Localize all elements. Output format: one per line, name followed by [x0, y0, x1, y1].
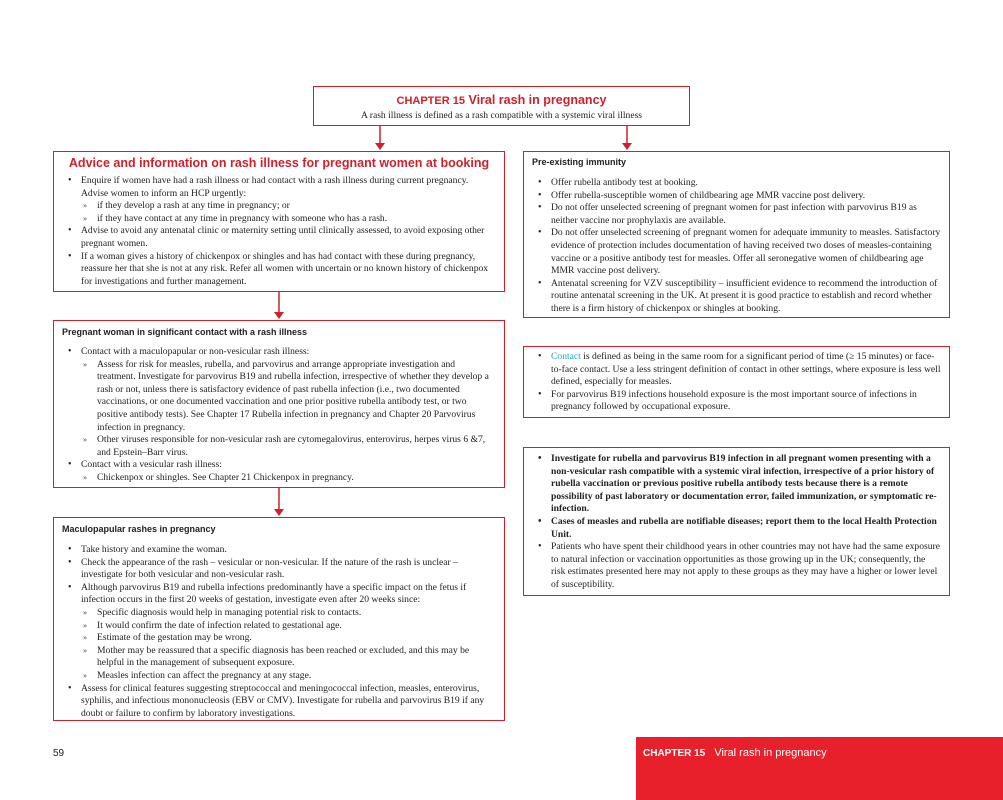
immunity-item: • Offer rubella antibody test at booking.	[551, 177, 941, 190]
maculopapular-subitem: » Mother may be reassured that a specific diagnosis has been reached or excluded, and this may be helpful in the management of subsequent exposure.	[97, 645, 496, 670]
contact-item	[81, 346, 496, 459]
chapter-title: Viral rash in pregnancy	[468, 93, 607, 107]
arrow-advice-to-contact	[273, 292, 285, 320]
arrow-title-to-advice	[374, 126, 386, 151]
investigation-item: • Investigate for rubella and parvovirus B19 infection in all pregnant women presenting with a non-vesicular rash compatible with a systemic viral infection, irrespective of a prior history of rubella vaccination or previous positive rubella antibody tests because there is a remote possibility of past laboratory or documentation error, failed immunization, or symptomatic re-infection.	[551, 453, 941, 516]
immunity-item: • Antenatal screening for VZV susceptibility – insufficient evidence to recommend the introduction of routine antenatal screening in the UK. At present it is good practice to establish and record whether there is a firm history of chickenpox or shingles at booking.	[551, 278, 941, 316]
footer-chapter	[643, 747, 1003, 759]
immunity-item: • Do not offer unselected screening of pregnant women for adequate immunity to measles. Satisfactory evidence of protection includes documentation of having received two doses of measles-containing vaccine or a positive antibody test for measles. Offer all seronegative women of childbearing age MMR vaccine post delivery.	[551, 227, 941, 277]
maculopapular-item-text: Although parvovirus B19 and rubella infections predominantly have a specific impact on the fetus if infection occurs in the first 20 weeks of gestation, investigate even after 20 weeks since:	[81, 581, 467, 606]
advice-item: • Advise to avoid any antenatal clinic or maternity setting until clinically assessed, to avoid exposing other pregnant women.	[81, 225, 496, 250]
maculopapular-subitem: » Estimate of the gestation may be wrong.	[97, 632, 496, 645]
chapter-label: CHAPTER 15	[396, 95, 465, 107]
maculopapular-item: • Take history and examine the woman.	[81, 544, 496, 557]
contact-item-text: Contact with a maculopapular or non-vesicular rash illness:	[81, 346, 310, 357]
contact-definition-text: is defined as being in the same room for a significant period of time (≥ 15 minutes) or face-to-face contact. Use a less stringent definition of contact in other settings, where exposure is less well defined, especially for measles.	[551, 351, 941, 388]
chapter-heading	[314, 93, 689, 107]
contact-term: Contact	[551, 351, 581, 362]
page-number: 59	[53, 748, 65, 759]
rash-definition: A rash illness is defined as a rash compatible with a systemic viral illness	[360, 110, 643, 121]
maculopapular-item: • Check the appearance of the rash – vesicular or non-vesicular. If the nature of the rash is unclear – investigate for both vesicular and non-vesicular rash.	[81, 557, 496, 582]
arrow-title-to-immunity	[621, 126, 633, 151]
contact-item	[81, 459, 496, 484]
immunity-title: Pre-existing immunity	[532, 157, 627, 167]
footer-chapter-band	[636, 737, 1003, 800]
contact-item-text: Contact with a vesicular rash illness:	[81, 459, 222, 471]
advice-subitem: » if they have contact at any time in pregnancy with someone who has a rash.	[97, 213, 496, 226]
definition-item: • For parvovirus B19 infections household exposure is the most important source of infections in pregnancy followed by occupational exposure.	[551, 389, 941, 414]
investigation-item: • Patients who have spent their childhood years in other countries may not have had the same exposure to natural infection or vaccination opportunities as those growing up in the UK; consequently, the risk estimates presented here may not apply to these groups as they may have a higher or lower level of susceptibility.	[551, 541, 941, 591]
maculopapular-box	[53, 517, 505, 721]
immunity-item: • Do not offer unselected screening of pregnant women for past infection with parvovirus B19 as neither vaccine nor prophylaxis are available.	[551, 202, 941, 227]
advice-item	[81, 175, 496, 225]
chapter-title-box	[313, 86, 690, 126]
investigation-box	[523, 447, 950, 596]
maculopapular-subitem: » It would confirm the date of infection related to gestational age.	[97, 620, 496, 633]
maculopapular-subitem: » Specific diagnosis would help in managing potential risk to contacts.	[97, 607, 496, 620]
maculopapular-subitem: » Measles infection can affect the pregnancy at any stage.	[97, 670, 496, 683]
footer-chapter-title: Viral rash in pregnancy	[714, 747, 827, 759]
advice-item-text: Enquire if women have had a rash illness or had contact with a rash illness during current pregnancy. Advise women to inform an HCP urgently:	[81, 175, 469, 199]
immunity-item: • Offer rubella-susceptible women of childbearing age MMR vaccine post delivery.	[551, 190, 941, 203]
pre-existing-immunity-box	[523, 151, 950, 318]
significant-contact-box	[53, 320, 505, 488]
footer-chapter-label: CHAPTER 15	[643, 748, 706, 759]
advice-item: • If a woman gives a history of chickenpox or shingles and has had contact with these during pregnancy, reassure her that she is not at any risk. Refer all women with uncertain or no known history of chickenpox for investigations and further management.	[81, 251, 496, 289]
maculopapular-item: • Assess for clinical features suggesting streptococcal and meningococcal infection, measles, enterovirus, syphilis, and infectious mononucleosis (EBV or CMV). Investigate for rubella and parvovirus B19 if any doubt or failure to confirm by laboratory investigations.	[81, 683, 496, 721]
maculopapular-item	[81, 582, 496, 683]
definition-item	[551, 351, 941, 389]
contact-subitem: » Chickenpox or shingles. See Chapter 21 Chickenpox in pregnancy.	[97, 472, 496, 485]
arrow-contact-to-maculopapular	[273, 488, 285, 517]
contact-title: Pregnant woman in significant contact with a rash illness	[62, 327, 308, 337]
contact-subitem: » Assess for risk for measles, rubella, and parvovirus and arrange appropriate investigation and treatment. Investigate for parvovirus B19 and rubella infection, irrespective of whether they develop a rash or not, unless there is satisfactory evidence of past rubella infection (i.e., two documented vaccinations, or one documented vaccination and one prior positive rubella antibody test, or two positive antibody tests). See Chapter 17 Rubella infection in pregnancy and Chapter 20 Parvovirus infection in pregnancy.	[97, 359, 496, 435]
advice-subitem: » if they develop a rash at any time in pregnancy; or	[97, 200, 496, 213]
contact-definition-box	[523, 346, 950, 418]
maculopapular-title: Maculopapular rashes in pregnancy	[62, 524, 216, 534]
advice-box	[53, 151, 505, 292]
advice-title: Advice and information on rash illness for pregnant women at booking	[68, 156, 490, 170]
contact-subitem: » Other viruses responsible for non-vesicular rash are cytomegalovirus, enterovirus, herpes virus 6 &7, and Epstein–Barr virus.	[97, 434, 496, 459]
investigation-item: • Cases of measles and rubella are notifiable diseases; report them to the local Health Protection Unit.	[551, 516, 941, 541]
